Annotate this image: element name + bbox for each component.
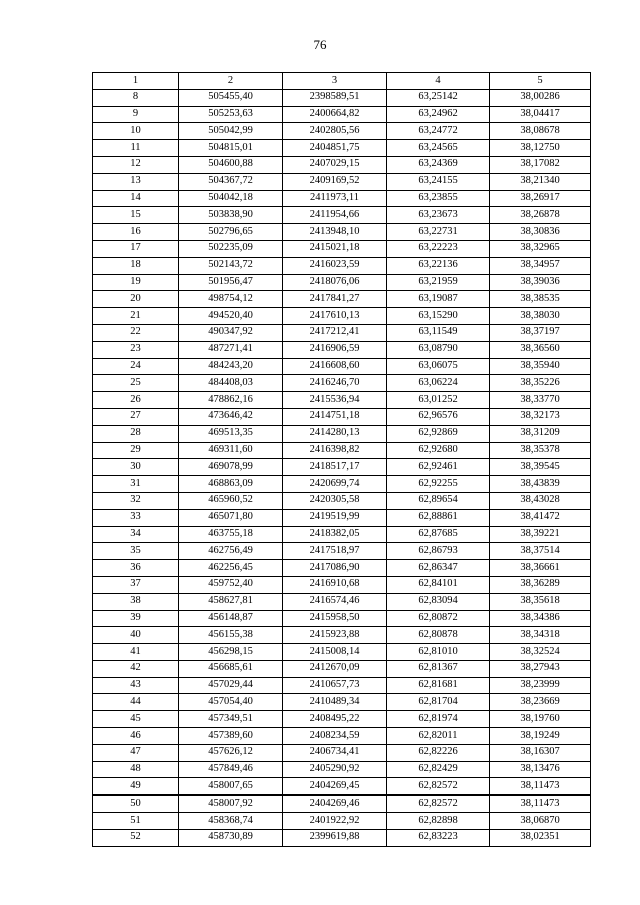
table-cell: 63,25142 [387, 89, 490, 106]
table-cell: 505455,40 [179, 89, 283, 106]
table-row [93, 778, 591, 795]
table-cell: 38,39545 [490, 459, 591, 476]
table-cell: 469513,35 [179, 425, 283, 442]
table-cell: 38,34318 [490, 627, 591, 644]
table-cell: 2417610,13 [283, 308, 387, 325]
table-cell: 11 [93, 140, 179, 157]
table-cell: 503838,90 [179, 207, 283, 224]
table-cell: 38,00286 [490, 89, 591, 106]
table-cell: 31 [93, 476, 179, 493]
table-cell: 462256,45 [179, 560, 283, 577]
table-cell: 2398589,51 [283, 89, 387, 106]
table-cell: 2417086,90 [283, 560, 387, 577]
table-cell: 13 [93, 173, 179, 190]
table-cell: 62,92461 [387, 459, 490, 476]
table-cell: 2416608,60 [283, 358, 387, 375]
table-cell: 25 [93, 375, 179, 392]
table-cell: 38,36289 [490, 576, 591, 593]
column-header: 5 [490, 73, 591, 90]
table-cell: 502143,72 [179, 257, 283, 274]
table-cell: 15 [93, 207, 179, 224]
table-row [93, 526, 591, 543]
table-cell: 478862,16 [179, 392, 283, 409]
table-cell: 456298,15 [179, 644, 283, 661]
table-cell: 504367,72 [179, 173, 283, 190]
table-cell: 48 [93, 761, 179, 778]
table-row [93, 761, 591, 778]
table-cell: 2401922,92 [283, 813, 387, 830]
table-cell: 38,34386 [490, 610, 591, 627]
table-cell: 2411973,11 [283, 190, 387, 207]
table-cell: 38 [93, 593, 179, 610]
table-cell: 38,19760 [490, 711, 591, 728]
table-cell: 463755,18 [179, 526, 283, 543]
table-cell: 38,12750 [490, 140, 591, 157]
table-row [93, 257, 591, 274]
table-cell: 38,02351 [490, 829, 591, 846]
table-cell: 2418517,17 [283, 459, 387, 476]
table-cell: 39 [93, 610, 179, 627]
table-cell: 38,06870 [490, 813, 591, 830]
table-cell: 2409169,52 [283, 173, 387, 190]
table-cell: 24 [93, 358, 179, 375]
table-cell: 457849,46 [179, 761, 283, 778]
table-row [93, 358, 591, 375]
table-cell: 63,15290 [387, 308, 490, 325]
table-row [93, 156, 591, 173]
table-cell: 38,36661 [490, 560, 591, 577]
table-cell: 2411954,66 [283, 207, 387, 224]
table-row [93, 509, 591, 526]
table-cell: 63,22136 [387, 257, 490, 274]
table-cell: 38,37514 [490, 543, 591, 560]
table-cell: 62,89654 [387, 492, 490, 509]
table-cell: 2416906,59 [283, 341, 387, 358]
table-cell: 38,35618 [490, 593, 591, 610]
table-cell: 2405290,92 [283, 761, 387, 778]
table-cell: 38,38535 [490, 291, 591, 308]
table-cell: 63,19087 [387, 291, 490, 308]
table-cell: 63,24369 [387, 156, 490, 173]
table-cell: 38,32173 [490, 408, 591, 425]
table-cell: 42 [93, 660, 179, 677]
table-cell: 38,04417 [490, 106, 591, 123]
table-cell: 62,82011 [387, 728, 490, 745]
table-cell: 62,96576 [387, 408, 490, 425]
table-cell: 458007,65 [179, 778, 283, 795]
table-cell: 2420305,58 [283, 492, 387, 509]
table-cell: 38,34957 [490, 257, 591, 274]
table-row [93, 627, 591, 644]
table-cell: 35 [93, 543, 179, 560]
table-cell: 47 [93, 744, 179, 761]
table-cell: 2416574,46 [283, 593, 387, 610]
table-cell: 38,23999 [490, 677, 591, 694]
table-cell: 62,80878 [387, 627, 490, 644]
table-cell: 468863,09 [179, 476, 283, 493]
table-cell: 456155,38 [179, 627, 283, 644]
table-cell: 38,35378 [490, 442, 591, 459]
table-cell: 501956,47 [179, 274, 283, 291]
coordinates-table [92, 72, 591, 847]
table-cell: 38,35226 [490, 375, 591, 392]
column-header: 3 [283, 73, 387, 90]
column-header: 1 [93, 73, 179, 90]
table-cell: 63,22731 [387, 224, 490, 241]
table-cell: 22 [93, 324, 179, 341]
table-row [93, 543, 591, 560]
table-cell: 502796,65 [179, 224, 283, 241]
table-header-row [93, 73, 591, 90]
table-cell: 487271,41 [179, 341, 283, 358]
table-cell: 38,21340 [490, 173, 591, 190]
table-row [93, 795, 591, 812]
table-cell: 62,81704 [387, 694, 490, 711]
table-cell: 62,87685 [387, 526, 490, 543]
table-cell: 30 [93, 459, 179, 476]
table-cell: 37 [93, 576, 179, 593]
table-row [93, 829, 591, 846]
table-cell: 38,11473 [490, 778, 591, 795]
table-cell: 2415021,18 [283, 240, 387, 257]
table-row [93, 308, 591, 325]
table-cell: 457029,44 [179, 677, 283, 694]
table-cell: 63,24155 [387, 173, 490, 190]
table-cell: 38,11473 [490, 795, 591, 812]
table-row [93, 576, 591, 593]
table-cell: 457626,12 [179, 744, 283, 761]
table-row [93, 476, 591, 493]
table-cell: 498754,12 [179, 291, 283, 308]
table-cell: 62,81974 [387, 711, 490, 728]
table-row [93, 341, 591, 358]
table-cell: 38,33770 [490, 392, 591, 409]
table-cell: 2413948,10 [283, 224, 387, 241]
table-body [93, 89, 591, 846]
table-cell: 504042,18 [179, 190, 283, 207]
table-cell: 2404269,45 [283, 778, 387, 795]
table-row [93, 492, 591, 509]
table-cell: 38,32524 [490, 644, 591, 661]
table-cell: 38,26878 [490, 207, 591, 224]
table-cell: 63,24565 [387, 140, 490, 157]
table-cell: 469078,99 [179, 459, 283, 476]
table-row [93, 560, 591, 577]
table-cell: 63,11549 [387, 324, 490, 341]
table-cell: 2415958,50 [283, 610, 387, 627]
table-cell: 38,17082 [490, 156, 591, 173]
table-cell: 29 [93, 442, 179, 459]
table-cell: 38,16307 [490, 744, 591, 761]
table-cell: 38,39036 [490, 274, 591, 291]
table-row [93, 677, 591, 694]
table-cell: 52 [93, 829, 179, 846]
table-row [93, 173, 591, 190]
table-cell: 46 [93, 728, 179, 745]
table-cell: 38,43028 [490, 492, 591, 509]
table-row [93, 711, 591, 728]
table-cell: 2419519,99 [283, 509, 387, 526]
table-cell: 12 [93, 156, 179, 173]
table-cell: 2418382,05 [283, 526, 387, 543]
table-cell: 2420699,74 [283, 476, 387, 493]
table-cell: 2416398,82 [283, 442, 387, 459]
table-cell: 457349,51 [179, 711, 283, 728]
table-cell: 2400664,82 [283, 106, 387, 123]
table-cell: 62,82226 [387, 744, 490, 761]
table-cell: 62,82898 [387, 813, 490, 830]
table-row [93, 324, 591, 341]
table-cell: 2416910,68 [283, 576, 387, 593]
table-row [93, 375, 591, 392]
table-row [93, 744, 591, 761]
table-cell: 17 [93, 240, 179, 257]
table-cell: 26 [93, 392, 179, 409]
table-cell: 38,43839 [490, 476, 591, 493]
table-cell: 2416246,70 [283, 375, 387, 392]
table-row [93, 224, 591, 241]
table-cell: 458627,81 [179, 593, 283, 610]
table-cell: 63,06075 [387, 358, 490, 375]
table-cell: 16 [93, 224, 179, 241]
table-cell: 465071,80 [179, 509, 283, 526]
table-cell: 456685,61 [179, 660, 283, 677]
table-row [93, 644, 591, 661]
table-cell: 38,08678 [490, 123, 591, 140]
column-header: 4 [387, 73, 490, 90]
table-cell: 62,83094 [387, 593, 490, 610]
table-cell: 28 [93, 425, 179, 442]
table-row [93, 408, 591, 425]
table-cell: 38,36560 [490, 341, 591, 358]
table-cell: 62,86347 [387, 560, 490, 577]
table-row [93, 140, 591, 157]
table-cell: 2399619,88 [283, 829, 387, 846]
table-cell: 2408234,59 [283, 728, 387, 745]
table-cell: 62,81681 [387, 677, 490, 694]
table-cell: 38,23669 [490, 694, 591, 711]
table-cell: 63,23673 [387, 207, 490, 224]
table-cell: 2417212,41 [283, 324, 387, 341]
table-row [93, 106, 591, 123]
table-cell: 504815,01 [179, 140, 283, 157]
table-cell: 62,81010 [387, 644, 490, 661]
table-cell: 62,82572 [387, 778, 490, 795]
table-cell: 505253,63 [179, 106, 283, 123]
table-cell: 63,08790 [387, 341, 490, 358]
table-cell: 465960,52 [179, 492, 283, 509]
table-cell: 2408495,22 [283, 711, 387, 728]
table-cell: 62,80872 [387, 610, 490, 627]
table-cell: 469311,60 [179, 442, 283, 459]
table-cell: 462756,49 [179, 543, 283, 560]
table-cell: 2415923,88 [283, 627, 387, 644]
table-row [93, 274, 591, 291]
table-cell: 33 [93, 509, 179, 526]
table-cell: 457389,60 [179, 728, 283, 745]
table-row [93, 207, 591, 224]
table-cell: 459752,40 [179, 576, 283, 593]
table-cell: 2410489,34 [283, 694, 387, 711]
table-cell: 32 [93, 492, 179, 509]
table-cell: 10 [93, 123, 179, 140]
table-cell: 457054,40 [179, 694, 283, 711]
table-cell: 62,83223 [387, 829, 490, 846]
table-cell: 38,30836 [490, 224, 591, 241]
table-row [93, 425, 591, 442]
table-cell: 38,35940 [490, 358, 591, 375]
table-cell: 2415536,94 [283, 392, 387, 409]
table-cell: 484243,20 [179, 358, 283, 375]
table-row [93, 593, 591, 610]
table-cell: 63,01252 [387, 392, 490, 409]
table-cell: 38,19249 [490, 728, 591, 745]
table-cell: 14 [93, 190, 179, 207]
table-cell: 2415008,14 [283, 644, 387, 661]
table-cell: 38,27943 [490, 660, 591, 677]
table-row [93, 291, 591, 308]
table-cell: 2412670,09 [283, 660, 387, 677]
table-cell: 20 [93, 291, 179, 308]
table-cell: 62,81367 [387, 660, 490, 677]
table-cell: 9 [93, 106, 179, 123]
table-cell: 502235,09 [179, 240, 283, 257]
table-row [93, 240, 591, 257]
table-cell: 21 [93, 308, 179, 325]
table-cell: 38,13476 [490, 761, 591, 778]
table-row [93, 190, 591, 207]
table-cell: 27 [93, 408, 179, 425]
table-row [93, 123, 591, 140]
table-cell: 49 [93, 778, 179, 795]
table-cell: 45 [93, 711, 179, 728]
column-header: 2 [179, 73, 283, 90]
table-cell: 62,92680 [387, 442, 490, 459]
table-cell: 458730,89 [179, 829, 283, 846]
table-cell: 18 [93, 257, 179, 274]
table-cell: 44 [93, 694, 179, 711]
table-cell: 62,84101 [387, 576, 490, 593]
table-cell: 473646,42 [179, 408, 283, 425]
table-cell: 38,38030 [490, 308, 591, 325]
table-cell: 63,24962 [387, 106, 490, 123]
table-cell: 2410657,73 [283, 677, 387, 694]
table-cell: 50 [93, 795, 179, 812]
table-cell: 19 [93, 274, 179, 291]
table-cell: 62,92869 [387, 425, 490, 442]
table-cell: 38,32965 [490, 240, 591, 257]
table-cell: 456148,87 [179, 610, 283, 627]
table-row [93, 392, 591, 409]
table-cell: 63,21959 [387, 274, 490, 291]
table-cell: 34 [93, 526, 179, 543]
table-cell: 62,88861 [387, 509, 490, 526]
table-cell: 2418076,06 [283, 274, 387, 291]
table-cell: 38,41472 [490, 509, 591, 526]
table-row [93, 728, 591, 745]
table-cell: 2407029,15 [283, 156, 387, 173]
table-cell: 2417841,27 [283, 291, 387, 308]
table-cell: 38,39221 [490, 526, 591, 543]
table-cell: 2416023,59 [283, 257, 387, 274]
table-cell: 8 [93, 89, 179, 106]
table-cell: 62,82429 [387, 761, 490, 778]
table-cell: 51 [93, 813, 179, 830]
table-cell: 494520,40 [179, 308, 283, 325]
table-cell: 63,22223 [387, 240, 490, 257]
table-cell: 38,37197 [490, 324, 591, 341]
table-cell: 62,82572 [387, 795, 490, 812]
table-cell: 2404269,46 [283, 795, 387, 812]
table-cell: 458007,92 [179, 795, 283, 812]
table-cell: 23 [93, 341, 179, 358]
table-cell: 458368,74 [179, 813, 283, 830]
table-row [93, 694, 591, 711]
table-cell: 504600,88 [179, 156, 283, 173]
table-cell: 490347,92 [179, 324, 283, 341]
table-cell: 2417518,97 [283, 543, 387, 560]
table-cell: 43 [93, 677, 179, 694]
table-cell: 38,26917 [490, 190, 591, 207]
table-cell: 2414280,13 [283, 425, 387, 442]
table-cell: 63,06224 [387, 375, 490, 392]
table-cell: 63,24772 [387, 123, 490, 140]
table-cell: 36 [93, 560, 179, 577]
table-cell: 41 [93, 644, 179, 661]
table-cell: 63,23855 [387, 190, 490, 207]
table-cell: 40 [93, 627, 179, 644]
table-cell: 484408,03 [179, 375, 283, 392]
table-cell: 2404851,75 [283, 140, 387, 157]
table-cell: 2406734,41 [283, 744, 387, 761]
table-cell: 62,92255 [387, 476, 490, 493]
table-row [93, 610, 591, 627]
table-row [93, 660, 591, 677]
table-row [93, 89, 591, 106]
table-cell: 38,31209 [490, 425, 591, 442]
table-cell: 2402805,56 [283, 123, 387, 140]
table-row [93, 813, 591, 830]
table-row [93, 459, 591, 476]
page-number: 76 [313, 37, 327, 52]
table-cell: 2414751,18 [283, 408, 387, 425]
table-cell: 505042,99 [179, 123, 283, 140]
table-cell: 62,86793 [387, 543, 490, 560]
table-row [93, 442, 591, 459]
